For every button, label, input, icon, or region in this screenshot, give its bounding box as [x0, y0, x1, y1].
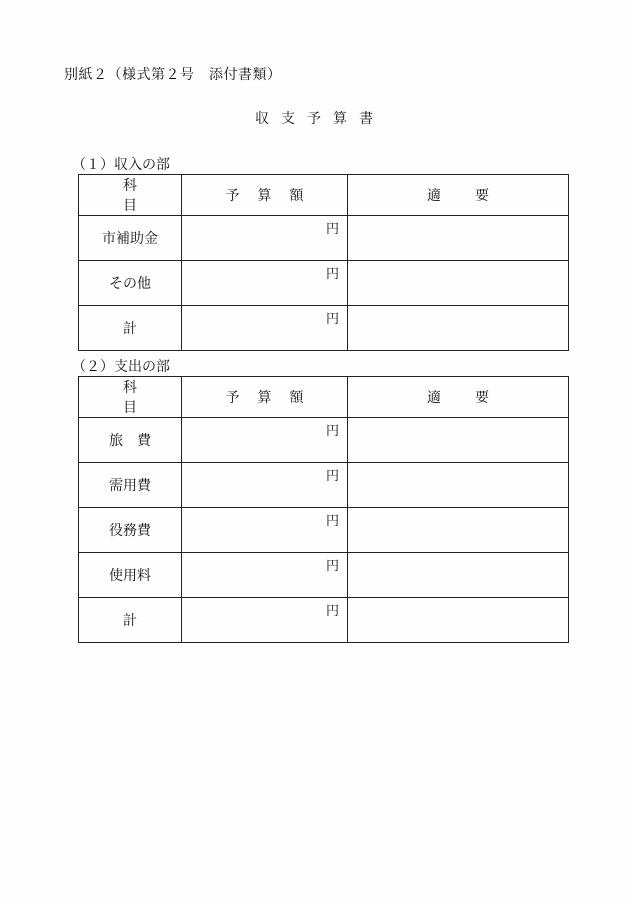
table-row — [79, 306, 569, 351]
yen-unit: 円 — [325, 514, 339, 529]
amount-cell[interactable] — [182, 553, 348, 598]
item-cell: 使用料 — [79, 553, 182, 598]
amount-cell[interactable] — [182, 598, 348, 643]
amount-cell[interactable] — [182, 216, 348, 261]
expense-section-title: （２）支出の部 — [72, 359, 170, 375]
remarks-cell[interactable] — [348, 216, 569, 261]
table-header-row — [79, 377, 569, 418]
remarks-cell[interactable] — [348, 261, 569, 306]
item-cell: 計 — [79, 598, 182, 643]
yen-unit: 円 — [325, 267, 339, 282]
header-item: 科目 — [79, 175, 182, 216]
table-row — [79, 598, 569, 643]
item-cell: 市補助金 — [79, 216, 182, 261]
remarks-cell[interactable] — [348, 553, 569, 598]
table-row — [79, 463, 569, 508]
amount-cell[interactable] — [182, 508, 348, 553]
table-row — [79, 418, 569, 463]
header-amount: 予算額 — [182, 175, 348, 216]
yen-unit: 円 — [325, 559, 339, 574]
table-row — [79, 216, 569, 261]
income-section-title: （１）収入の部 — [72, 157, 170, 173]
remarks-cell[interactable] — [348, 418, 569, 463]
amount-cell[interactable] — [182, 306, 348, 351]
remarks-cell[interactable] — [348, 306, 569, 351]
table-row — [79, 261, 569, 306]
yen-unit: 円 — [325, 222, 339, 237]
item-cell: 旅 費 — [79, 418, 182, 463]
header-amount: 予算額 — [182, 377, 348, 418]
remarks-cell[interactable] — [348, 508, 569, 553]
yen-unit: 円 — [325, 424, 339, 439]
remarks-cell[interactable] — [348, 463, 569, 508]
remarks-cell[interactable] — [348, 598, 569, 643]
header-item: 科目 — [79, 377, 182, 418]
header-remarks: 適要 — [348, 175, 569, 216]
yen-unit: 円 — [325, 469, 339, 484]
expense-table — [78, 376, 569, 643]
attachment-label: 別紙２（様式第２号 添付書類） — [64, 67, 282, 83]
amount-cell[interactable] — [182, 463, 348, 508]
table-header-row — [79, 175, 569, 216]
yen-unit: 円 — [325, 312, 339, 327]
income-table — [78, 174, 569, 351]
document-title: 収支予算書 — [255, 111, 385, 127]
item-cell: 計 — [79, 306, 182, 351]
amount-cell[interactable] — [182, 261, 348, 306]
header-remarks: 適要 — [348, 377, 569, 418]
item-cell: 需用費 — [79, 463, 182, 508]
item-cell: その他 — [79, 261, 182, 306]
table-row — [79, 508, 569, 553]
yen-unit: 円 — [325, 604, 339, 619]
table-row — [79, 553, 569, 598]
amount-cell[interactable] — [182, 418, 348, 463]
item-cell: 役務費 — [79, 508, 182, 553]
